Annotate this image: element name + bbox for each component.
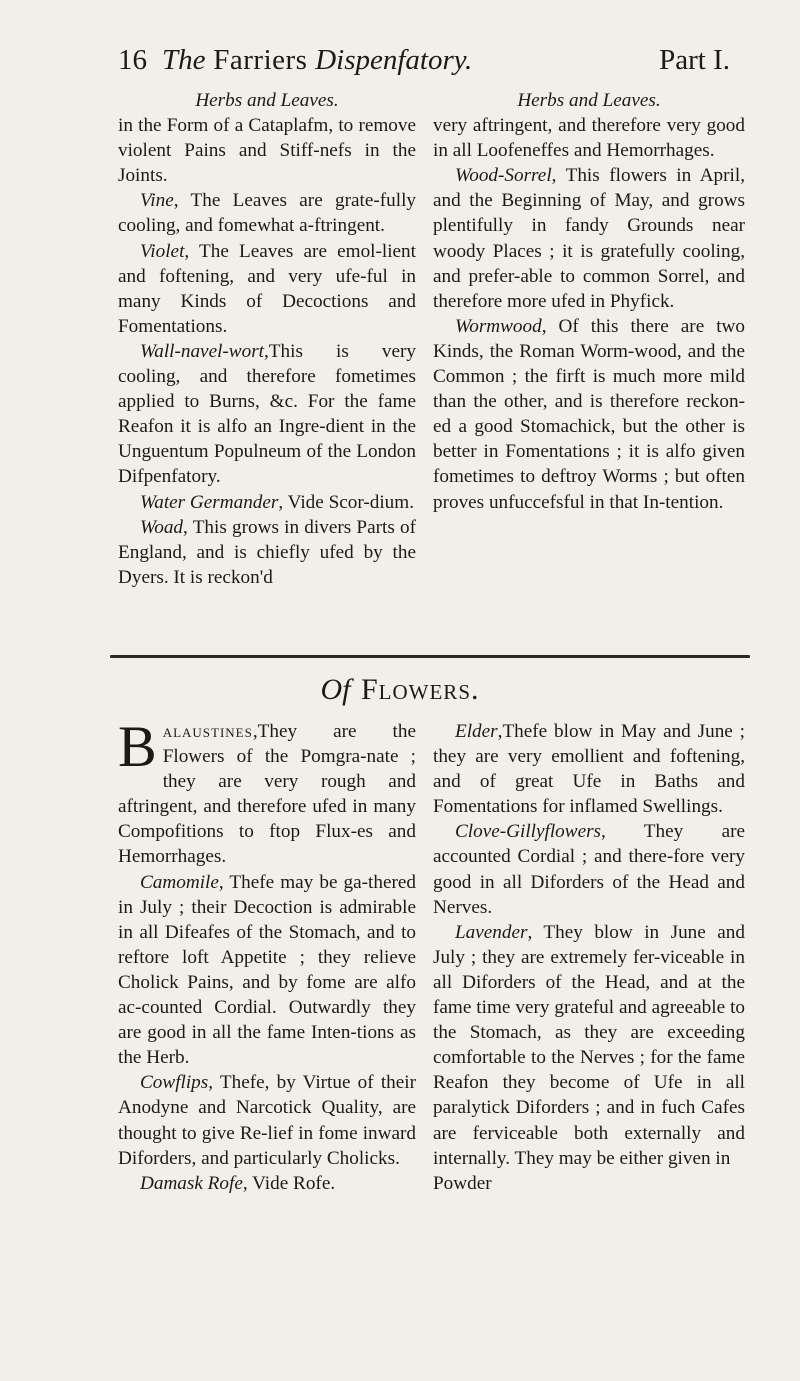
entry-text: , This flowers in April, and the Beginning of May, and grows plentifully in fandy Grounds near woody Places ; it is gratefully cooling, and prefer-able to common Sorrel, and therefore more ufed in Phyfick. [433,165,745,312]
entry-term: Violet [140,240,185,262]
entry-term: Wall-navel-wort [140,340,264,362]
title-the: The [162,44,206,76]
upper-right-column [433,88,745,515]
section-divider [110,655,750,658]
entry-text: , Thefe may be ga-thered in July ; their Decoction is admirable in all Difeafes of the Stomach, and to reftore loft Appetite ; they relieve Cholick Pains, and by fome are alfo ac-counted Cordial. Outwardly they are good in all the fame Inten-tions as the Herb. [118,871,416,1069]
running-header [118,44,730,84]
entry-paragraph [118,515,416,590]
entry-term: Cowflips [140,1072,209,1094]
section-of: Of [320,673,351,706]
page-number: 16 [118,44,147,76]
entry-paragraph [118,870,416,1071]
entry-text: very aftringent, and therefore very good in all Loofeneffes and Hemorrhages. [433,115,745,162]
column-subheading: Herbs and Leaves. [517,90,661,111]
entry-paragraph [433,819,745,919]
entry-paragraph [433,113,745,163]
entry-text: , They blow in June and July ; they are extremely fer-viceable in all Diforders of the Head, and at the fame time very grateful and agreeable to the Stomach, as they are exceeding comfortable to the Nerves ; for the fame Reafon they become of Ufe in all paralytick Diforders ; and in fuch Cafes are ferviceable both externally and internally. They may be either given in [433,921,745,1169]
running-title [162,44,472,77]
entry-term: Lavender [455,921,528,943]
drop-cap: B [118,714,157,779]
entry-text: ,This is very cooling, and therefore fometimes applied to Burns, &c. For the fame Reafon it is alfo an Ingre-dient in the Unguentum Populneum of the London Difpenfatory. [118,340,416,488]
entry-term: Damask Rofe [140,1172,243,1194]
entry-paragraph [118,339,416,490]
upper-left-column [118,88,416,590]
entry-text: ,They are the Flowers of the Pomgra-nate ; they are very rough and aftringent, and therefore ufed in many Compofitions to ftop Flux-es and Hemorrhages. [118,721,416,868]
entry-paragraph [433,719,745,819]
section-title [0,673,800,707]
entry-text: , Of this there are two Kinds, the Roman Worm-wood, and the Common ; the firft is much more mild than the other, and is therefore reckon-ed a good Stomachick, but the other is better in Fomentations ; it is alfo given fometimes to deftroy Worms ; but often proves unfuccefsful in that In-tention. [433,315,745,513]
entry-text: in the Form of a Cataplafm, to remove violent Pains and Stiff-nefs in the Joints. [118,115,416,187]
entry-text: , This grows in divers Parts of England, and is chiefly ufed by the Dyers. It is reckon'd [118,516,416,588]
entry-term: Wormwood [455,315,542,337]
entry-term: Wood-Sorrel [455,165,552,187]
entry-paragraph [118,1171,416,1196]
lower-right-column [433,719,745,1196]
entry-paragraph [118,714,416,870]
entry-term: alaustines [162,721,253,742]
entry-text: , Vide Rofe. [242,1172,336,1194]
entry-paragraph [118,188,416,238]
entry-text: , Thefe, by Virtue of their Anodyne and Narcotick Quality, are thought to give Re-lief in fome inward Diforders, and particularly Cholicks. [118,1072,416,1169]
title-farriers: Farriers [213,44,308,76]
entry-text: ,Thefe blow in May and June ; they are very emollient and foftening, and of great Ufe in Baths and Fomentations for inflamed Swellings. [433,721,745,818]
entry-text: , Vide Scor-dium. [278,491,414,513]
entry-term: Woad [140,516,184,538]
entry-paragraph [118,239,416,339]
section-name: Flowers. [360,673,480,706]
entry-text: , They are accounted Cordial ; and there-fore very good in all Diforders of the Head and Nerves. [433,821,745,918]
catchword: Powder [433,1172,492,1194]
entry-paragraph [118,113,416,188]
lower-left-column [118,714,416,1196]
column-subheading: Herbs and Leaves. [195,90,339,111]
entry-term: Clove-Gillyflowers [455,821,602,843]
entry-term: Elder [455,721,498,742]
entry-paragraph [433,314,745,515]
entry-term: Vine [140,190,174,212]
entry-term: Water Germander [140,491,279,513]
entry-text: , The Leaves are emol-lient and foftening, and very ufe-ful in many Kinds of Decoctions and Fomentations. [118,240,416,337]
entry-paragraph [433,163,745,314]
part-label: Part I. [659,44,730,76]
entry-paragraph [118,1070,416,1170]
entry-term: Camomile [140,871,219,893]
entry-paragraph [433,920,745,1171]
entry-text: , The Leaves are grate-fully cooling, and fomewhat a-ftringent. [118,190,416,237]
entry-paragraph [118,490,416,515]
title-dispensatory: Dispenfatory. [315,44,473,76]
